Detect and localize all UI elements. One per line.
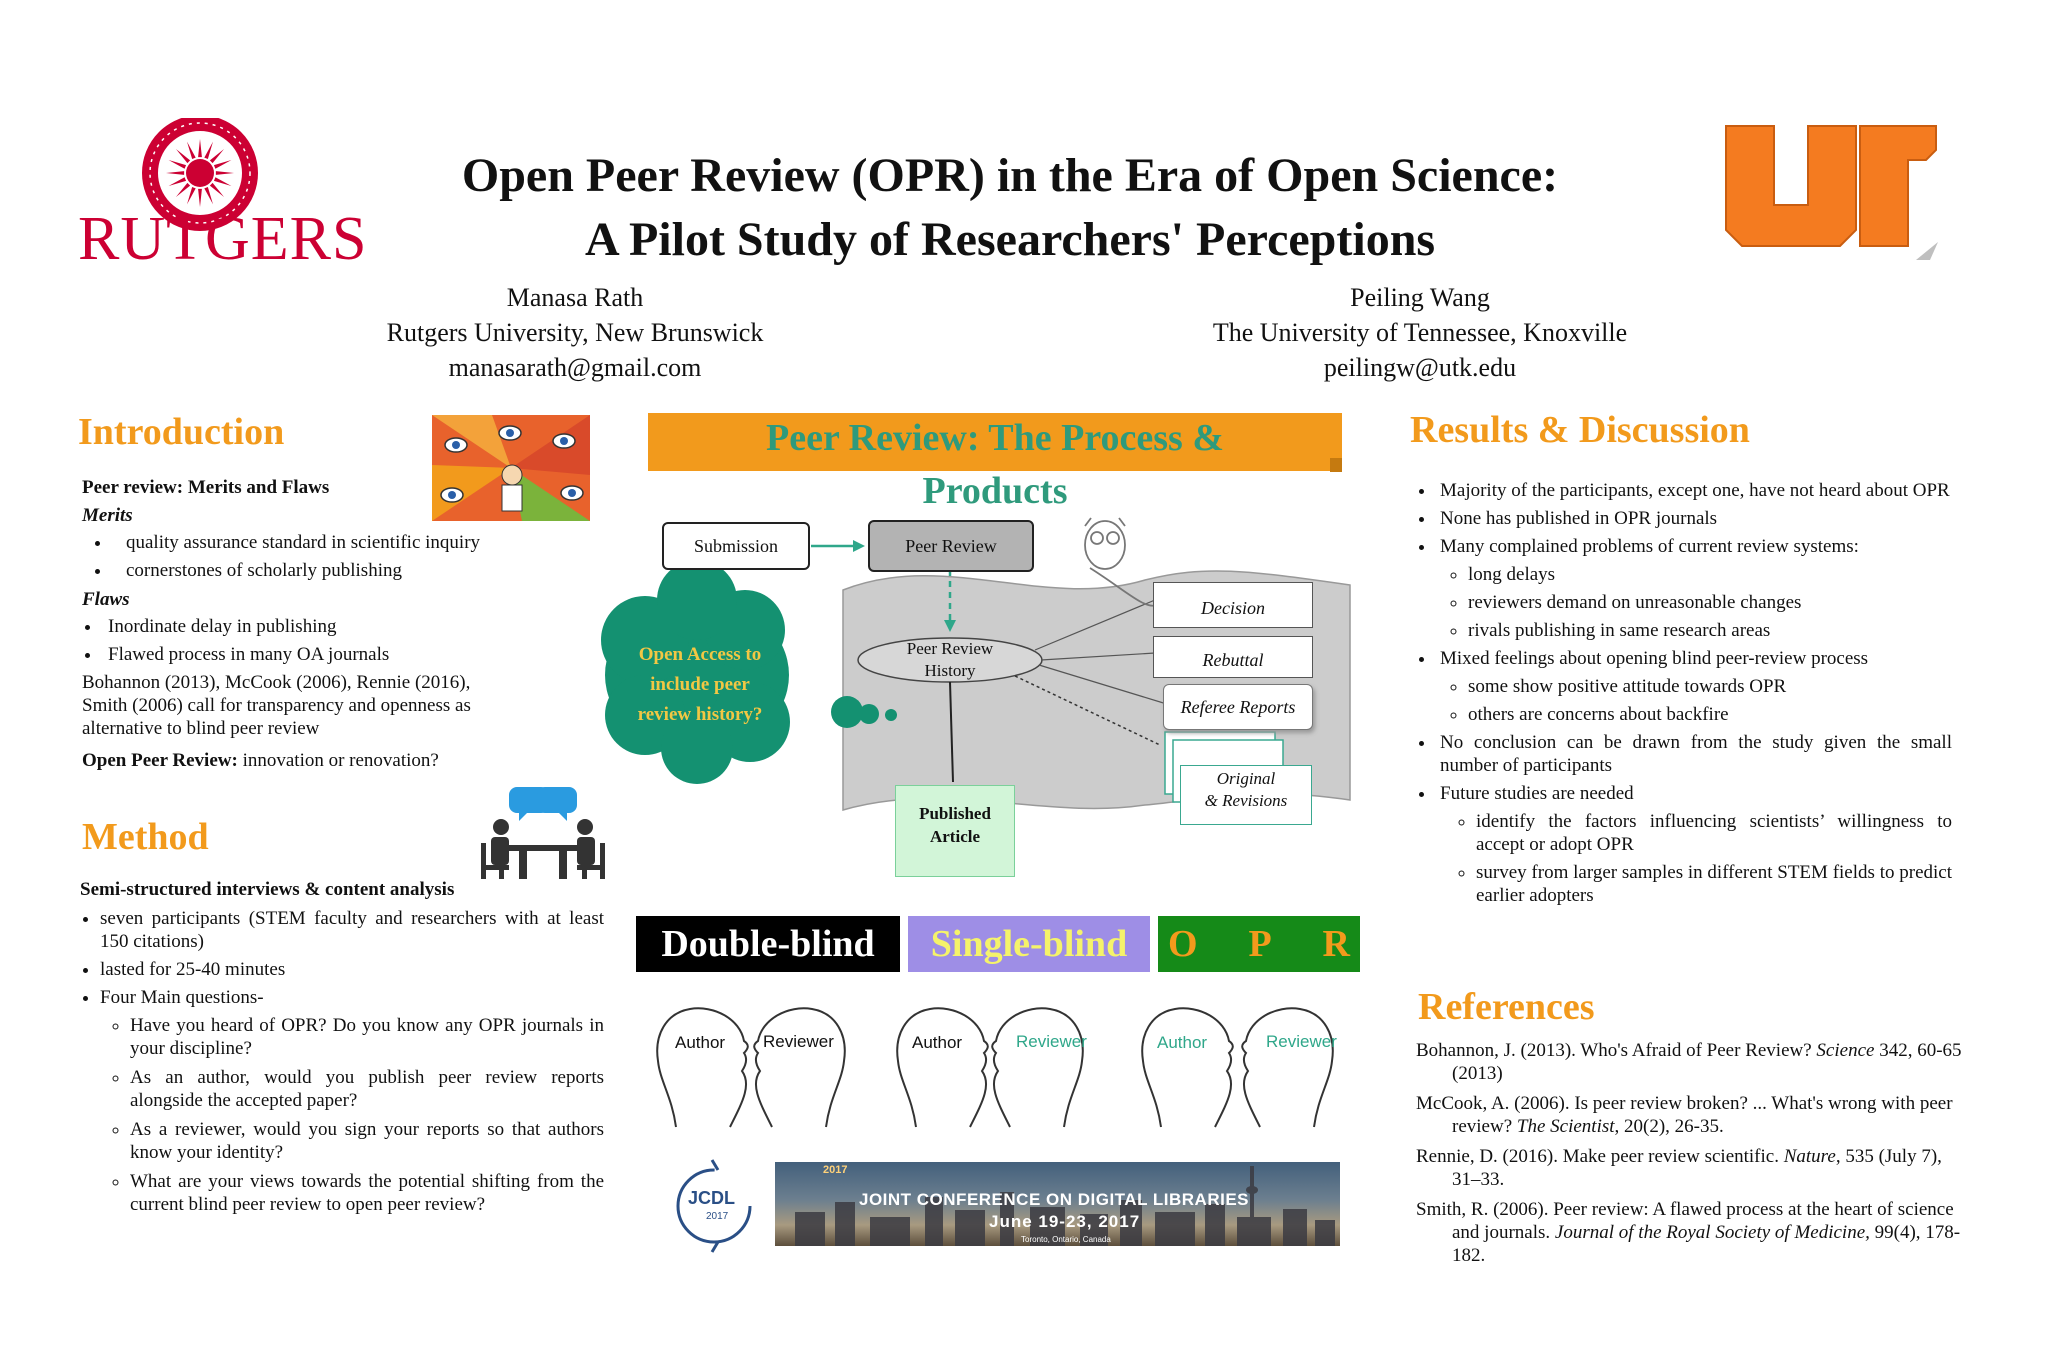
result-bullet: • Future studies are needed bbox=[1436, 782, 1952, 805]
cloud-line3: review history? bbox=[637, 704, 763, 725]
poster-title-line1: Open Peer Review (OPR) in the Era of Open Science: bbox=[461, 149, 1559, 202]
reference-item bbox=[1416, 1039, 1964, 1085]
ref-journal: Journal of the Royal Society of Medicine, bbox=[1554, 1222, 1870, 1243]
references-list bbox=[1416, 1039, 1964, 1267]
cloud-line1: Open Access to bbox=[638, 644, 762, 665]
jcdl-banner-place: Toronto, Ontario, Canada bbox=[1021, 1235, 1111, 1244]
ref-text: Bohannon, J. (2013). Who's Afraid of Peer Review? bbox=[1416, 1040, 1817, 1061]
intro-subheading: Peer review: Merits and Flaws bbox=[82, 477, 330, 498]
merit-item: • quality assurance standard in scientific inquiry bbox=[112, 531, 602, 554]
method-body bbox=[80, 878, 604, 1222]
reference-item bbox=[1416, 1198, 1964, 1267]
author-email[interactable]: manasarath@gmail.com bbox=[448, 353, 702, 382]
head-silhouettes bbox=[640, 1005, 1360, 1135]
merit-item: • cornerstones of scholarly publishing bbox=[112, 559, 602, 582]
ref-text: 99(4), 178-182. bbox=[1452, 1222, 1961, 1266]
method-heading: Method bbox=[82, 816, 209, 858]
method-question: ◦ Have you heard of OPR? Do you know any OPR journals in your discipline? bbox=[130, 1014, 604, 1060]
method-bullet: • Four Main questions- bbox=[100, 986, 604, 1009]
reviewer-head-label: Reviewer bbox=[763, 1032, 834, 1051]
opr-letter: O bbox=[1168, 923, 1198, 965]
author-affiliation: The University of Tennessee, Knoxville bbox=[1212, 318, 1628, 347]
results-body bbox=[1412, 479, 1952, 912]
jcdl-logo-year: 2017 bbox=[706, 1211, 729, 1222]
reviewer-head-label: Reviewer bbox=[1266, 1032, 1337, 1051]
diagram-title-line2: Products bbox=[922, 470, 1068, 512]
history-line2: History bbox=[924, 661, 976, 680]
double-blind-bar: Double-blind bbox=[636, 916, 900, 972]
result-bullet: • Mixed feelings about opening blind peer-review process bbox=[1436, 647, 1952, 670]
method-question: ◦ As an author, would you publish peer review reports alongside the accepted paper? bbox=[130, 1066, 604, 1112]
opr-question bbox=[82, 749, 602, 772]
result-bullet: • Many complained problems of current review systems: bbox=[1436, 535, 1952, 558]
ref-journal: Science bbox=[1816, 1040, 1875, 1061]
result-sub: ◦ rivals publishing in same research areas bbox=[1468, 619, 1952, 642]
rebuttal-envelope: Rebuttal bbox=[1153, 636, 1313, 678]
history-line1: Peer Review bbox=[906, 639, 994, 658]
author-email[interactable]: peilingw@utk.edu bbox=[1323, 353, 1517, 382]
intro-paragraph: Bohannon (2013), McCook (2006), Rennie (2016), Smith (2006) call for transparency and openness as alternative to blind peer review bbox=[82, 672, 471, 739]
jcdl-banner-title: JOINT CONFERENCE ON DIGITAL LIBRARIES bbox=[859, 1190, 1250, 1209]
flaws-label: Flaws bbox=[82, 589, 130, 610]
reviewer-head-label: Reviewer bbox=[1016, 1032, 1087, 1051]
merits-label: Merits bbox=[82, 505, 133, 526]
poster-title-line2: A Pilot Study of Researchers' Perceptions bbox=[584, 213, 1436, 266]
original-line1: Original bbox=[1216, 769, 1276, 788]
published-line1: Published bbox=[919, 804, 991, 823]
referee-reports-box: Referee Reports bbox=[1163, 684, 1313, 730]
cloud-line2: include peer bbox=[650, 674, 750, 695]
flaw-item: • Inordinate delay in publishing bbox=[102, 615, 602, 638]
peer-review-box: Peer Review bbox=[868, 520, 1034, 572]
author-right bbox=[1150, 280, 1690, 385]
author-name: Manasa Rath bbox=[506, 283, 644, 312]
method-bullet: • seven participants (STEM faculty and researchers with at least 150 citations) bbox=[100, 907, 604, 953]
submission-box: Submission bbox=[662, 522, 810, 570]
published-article-box bbox=[895, 785, 1015, 877]
jcdl-banner-year: 2017 bbox=[823, 1164, 848, 1176]
decision-envelope: Decision bbox=[1153, 582, 1313, 628]
result-sub: ◦ long delays bbox=[1468, 563, 1952, 586]
ref-text: Smith, R. (2006). Peer review: A flawed process at the heart of science and journals. bbox=[1416, 1199, 1954, 1243]
single-blind-bar: Single-blind bbox=[908, 916, 1150, 972]
result-bullet: • No conclusion can be drawn from the study given the small number of participants bbox=[1436, 731, 1952, 777]
result-bullet: • Majority of the participants, except one, have not heard about OPR bbox=[1436, 479, 1952, 502]
ref-text: McCook, A. (2006). Is peer review broken? ... What's wrong with peer review? bbox=[1416, 1093, 1953, 1137]
ref-journal: Nature bbox=[1783, 1146, 1836, 1167]
cloud-text bbox=[610, 640, 790, 730]
method-question: ◦ As a reviewer, would you sign your reports so that authors know your identity? bbox=[130, 1118, 604, 1164]
result-sub: ◦ identify the factors influencing scientists’ willingness to accept or adopt OPR bbox=[1476, 810, 1952, 856]
result-sub: ◦ survey from larger samples in different STEM fields to predict earlier adopters bbox=[1476, 861, 1952, 907]
jcdl-logo-text: JCDL bbox=[688, 1188, 736, 1208]
method-question: ◦ What are your views towards the potential shifting from the current blind peer review to open peer review? bbox=[130, 1170, 604, 1216]
peer-review-history bbox=[865, 638, 1035, 682]
jcdl-banner bbox=[775, 1162, 1340, 1246]
introduction-body bbox=[82, 476, 602, 772]
ref-text: Rennie, D. (2016). Make peer review scientific. bbox=[1416, 1146, 1784, 1167]
diagram-title-line1: Peer Review: The Process & bbox=[766, 417, 1224, 459]
opr-letter: P bbox=[1248, 923, 1272, 965]
author-name: Peiling Wang bbox=[1350, 283, 1490, 312]
author-left bbox=[330, 280, 820, 385]
author-head-label: Author bbox=[912, 1033, 963, 1052]
author-affiliation: Rutgers University, New Brunswick bbox=[386, 318, 764, 347]
published-line2: Article bbox=[929, 827, 981, 846]
ut-logo bbox=[1720, 120, 1940, 265]
result-bullet: • None has published in OPR journals bbox=[1436, 507, 1952, 530]
introduction-heading: Introduction bbox=[78, 411, 285, 453]
results-heading: Results & Discussion bbox=[1410, 409, 1750, 451]
opr-label: Open Peer Review: bbox=[82, 750, 238, 771]
original-line2: & Revisions bbox=[1204, 791, 1288, 810]
jcdl-banner-dates: June 19-23, 2017 bbox=[989, 1212, 1141, 1231]
result-sub: ◦ reviewers demand on unreasonable changes bbox=[1468, 591, 1952, 614]
result-sub: ◦ others are concerns about backfire bbox=[1468, 703, 1952, 726]
original-revisions-box bbox=[1180, 765, 1312, 825]
method-bullet: • lasted for 25-40 minutes bbox=[100, 958, 604, 981]
opr-text: innovation or renovation? bbox=[237, 750, 439, 771]
flaw-item: • Flawed process in many OA journals bbox=[102, 643, 602, 666]
method-subheading: Semi-structured interviews & content analysis bbox=[80, 879, 455, 900]
result-sub: ◦ some show positive attitude towards OPR bbox=[1468, 675, 1952, 698]
rutgers-wordmark: RUTGERS bbox=[78, 205, 368, 273]
author-head-label: Author bbox=[1157, 1033, 1208, 1052]
author-head-label: Author bbox=[675, 1033, 726, 1052]
ref-text: , 20(2), 26-35. bbox=[1614, 1116, 1724, 1137]
opr-bar bbox=[1158, 916, 1360, 972]
ref-journal: The Scientist bbox=[1516, 1116, 1615, 1137]
reference-item bbox=[1416, 1145, 1964, 1191]
references-heading: References bbox=[1418, 986, 1595, 1028]
opr-letter: R bbox=[1322, 923, 1350, 965]
reference-item bbox=[1416, 1092, 1964, 1138]
ref-text: , 535 (July 7), 31–33. bbox=[1452, 1146, 1942, 1190]
ref-text: 342, 60-65 (2013) bbox=[1452, 1040, 1962, 1084]
